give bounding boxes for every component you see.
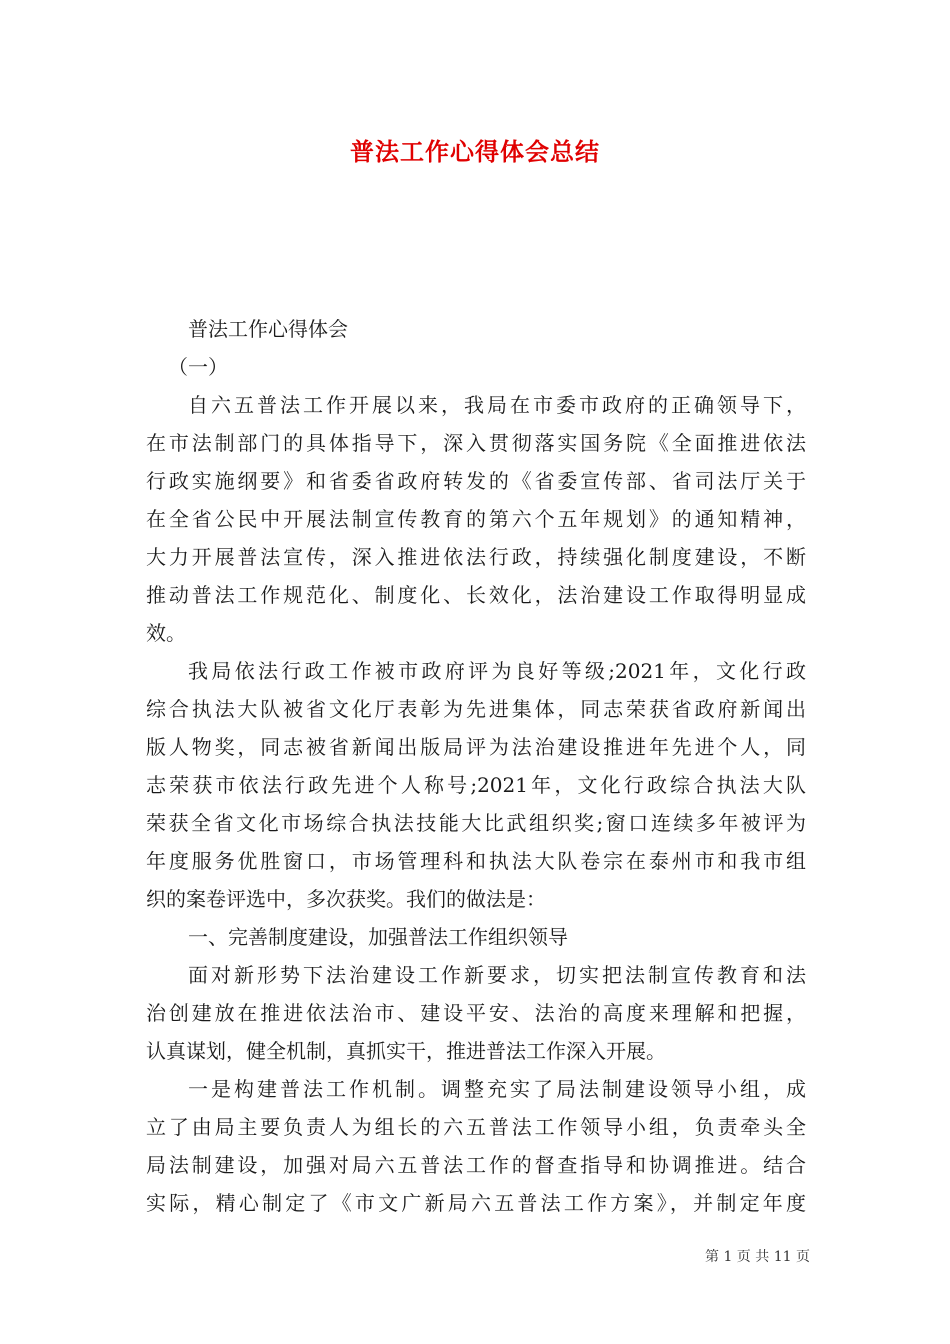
- body-line: 大力开展普法宣传，深入推进依法行政，持续强化制度建设，不断: [146, 545, 806, 569]
- body-line: 在全省公民中开展法制宣传教育的第六个五年规划》的通知精神，: [146, 507, 806, 531]
- document-title: 普法工作心得体会总结: [350, 137, 600, 166]
- body-line: 综合执法大队被省文化厅表彰为先进集体，同志荣获省政府新闻出: [146, 697, 806, 721]
- body-line: （一）: [168, 355, 228, 379]
- body-line: 效。: [146, 621, 186, 645]
- page-number: 第 1 页 共 11 页: [705, 1249, 810, 1265]
- body-line: 志荣获市依法行政先进个人称号;2021年，文化行政综合执法大队: [146, 773, 806, 797]
- body-line: 局法制建设，加强对局六五普法工作的督查指导和协调推进。结合: [146, 1153, 806, 1177]
- body-line: 行政实施纲要》和省委省政府转发的《省委宣传部、省司法厅关于: [146, 469, 806, 493]
- body-line: 一、完善制度建设，加强普法工作组织领导: [188, 925, 568, 949]
- body-line: 年度服务优胜窗口，市场管理科和执法大队卷宗在泰州市和我市组: [146, 849, 806, 873]
- body-line: 自六五普法工作开展以来，我局在市委市政府的正确领导下，: [188, 393, 806, 417]
- body-line: 实际，精心制定了《市文广新局六五普法工作方案》，并制定年度: [146, 1191, 806, 1215]
- body-line: 在市法制部门的具体指导下，深入贯彻落实国务院《全面推进依法: [146, 431, 806, 455]
- body-line: 我局依法行政工作被市政府评为良好等级;2021年，文化行政: [188, 659, 806, 683]
- document-body: [146, 310, 806, 1222]
- body-line: 一是构建普法工作机制。调整充实了局法制建设领导小组，成: [188, 1077, 806, 1101]
- body-line: 版人物奖，同志被省新闻出版局评为法治建设推进年先进个人，同: [146, 735, 806, 759]
- body-line: 普法工作心得体会: [188, 317, 348, 341]
- body-line: 织的案卷评选中，多次获奖。我们的做法是：: [146, 887, 546, 911]
- body-line: 认真谋划，健全机制，真抓实干，推进普法工作深入开展。: [146, 1039, 666, 1063]
- body-line: 推动普法工作规范化、制度化、长效化，法治建设工作取得明显成: [146, 583, 806, 607]
- body-line: 立了由局主要负责人为组长的六五普法工作领导小组，负责牵头全: [146, 1115, 806, 1139]
- body-line: 荣获全省文化市场综合执法技能大比武组织奖;窗口连续多年被评为: [146, 811, 806, 835]
- body-line: 面对新形势下法治建设工作新要求，切实把法制宣传教育和法: [188, 963, 806, 987]
- body-line: 治创建放在推进依法治市、建设平安、法治的高度来理解和把握，: [146, 1001, 806, 1025]
